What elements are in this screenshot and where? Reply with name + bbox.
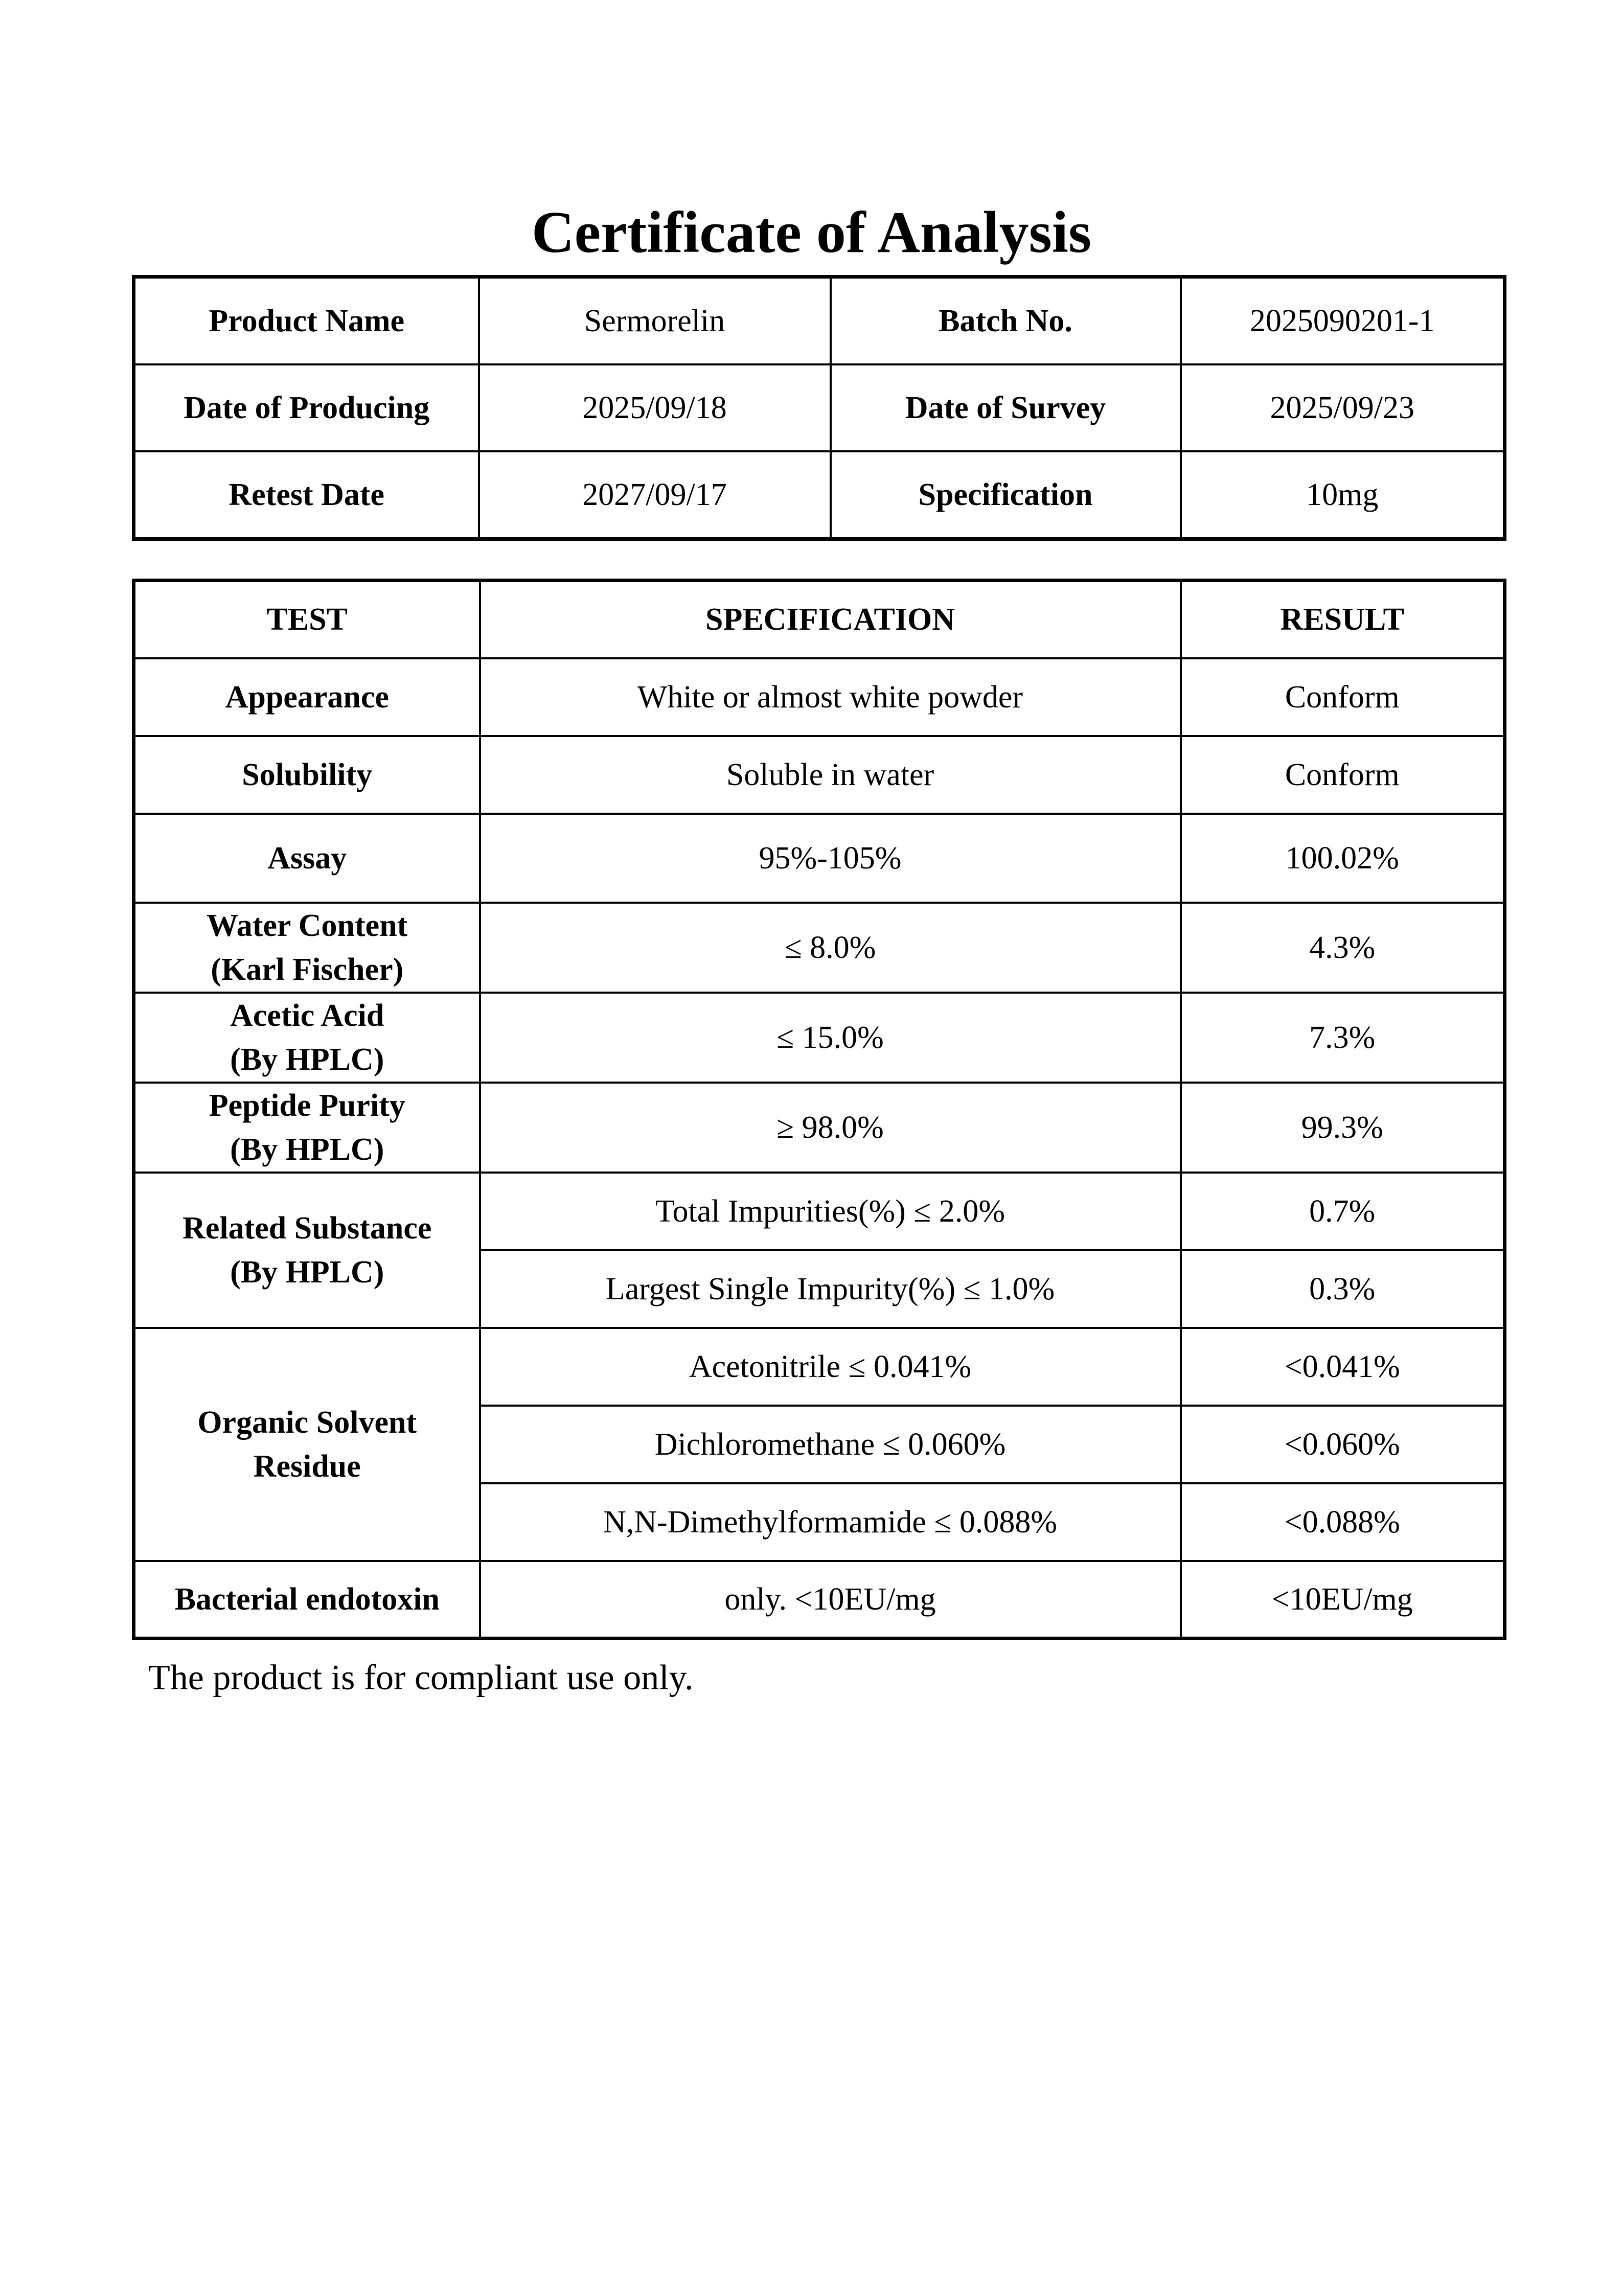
- result-assay: 100.02%: [1181, 814, 1505, 903]
- spec-acetic-acid: ≤ 15.0%: [480, 993, 1181, 1083]
- test-water-content: [134, 903, 480, 993]
- row-organic-solvent-1: [134, 1328, 1505, 1406]
- result-largest-single-impurity: 0.3%: [1181, 1250, 1505, 1328]
- test-organic-solvent-residue: [134, 1328, 480, 1561]
- result-acetonitrile: <0.041%: [1181, 1328, 1505, 1406]
- specification-label: Specification: [831, 451, 1181, 539]
- compliance-footnote: The product is for compliant use only.: [148, 1658, 694, 1697]
- retest-date-value: 2027/09/17: [479, 451, 831, 539]
- spec-acetonitrile: Acetonitrile ≤ 0.041%: [480, 1328, 1181, 1406]
- retest-date-label: Retest Date: [134, 451, 479, 539]
- spec-assay: 95%-105%: [480, 814, 1181, 903]
- test-organic-solvent-line1: Organic Solvent: [197, 1405, 417, 1440]
- header-test: TEST: [134, 581, 480, 658]
- test-peptide-purity-line1: Peptide Purity: [209, 1088, 405, 1123]
- header-result: RESULT: [1181, 581, 1505, 658]
- producing-date-label: Date of Producing: [134, 364, 479, 451]
- test-water-content-line2: (Karl Fischer): [211, 952, 404, 987]
- test-peptide-purity: [134, 1083, 480, 1173]
- result-solubility: Conform: [1181, 736, 1505, 814]
- result-bacterial-endotoxin: <10EU/mg: [1181, 1561, 1505, 1639]
- result-peptide-purity: 99.3%: [1181, 1083, 1505, 1173]
- result-total-impurities: 0.7%: [1181, 1173, 1505, 1250]
- survey-date-label: Date of Survey: [831, 364, 1181, 451]
- test-results-table: [132, 579, 1506, 1640]
- spec-solubility: Soluble in water: [480, 736, 1181, 814]
- spec-bacterial-endotoxin: only. <10EU/mg: [480, 1561, 1181, 1639]
- row-peptide-purity: [134, 1083, 1505, 1173]
- test-related-substance-line2: (By HPLC): [230, 1254, 384, 1290]
- row-solubility: [134, 736, 1505, 814]
- batch-value: 2025090201-1: [1181, 277, 1505, 365]
- header-specification: SPECIFICATION: [480, 581, 1181, 658]
- survey-date-value: 2025/09/23: [1181, 364, 1505, 451]
- result-acetic-acid: 7.3%: [1181, 993, 1505, 1083]
- info-row-dates: [134, 364, 1505, 451]
- specification-value: 10mg: [1181, 451, 1505, 539]
- spec-total-impurities: Total Impurities(%) ≤ 2.0%: [480, 1173, 1181, 1250]
- row-acetic-acid: [134, 993, 1505, 1083]
- test-appearance: Appearance: [134, 658, 480, 736]
- row-appearance: [134, 658, 1505, 736]
- spec-dimethylformamide: N,N-Dimethylformamide ≤ 0.088%: [480, 1483, 1181, 1561]
- results-header-row: [134, 581, 1505, 658]
- test-assay: Assay: [134, 814, 480, 903]
- test-related-substance: [134, 1173, 480, 1328]
- test-acetic-acid-line2: (By HPLC): [230, 1042, 384, 1077]
- spec-largest-single-impurity: Largest Single Impurity(%) ≤ 1.0%: [480, 1250, 1181, 1328]
- row-assay: [134, 814, 1505, 903]
- spec-peptide-purity: ≥ 98.0%: [480, 1083, 1181, 1173]
- result-dichloromethane: <0.060%: [1181, 1406, 1505, 1483]
- row-related-substance-1: [134, 1173, 1505, 1250]
- product-name-value: Sermorelin: [479, 277, 831, 365]
- test-acetic-acid: [134, 993, 480, 1083]
- test-bacterial-endotoxin: Bacterial endotoxin: [134, 1561, 480, 1639]
- test-water-content-line1: Water Content: [207, 908, 408, 943]
- test-organic-solvent-line2: Residue: [253, 1449, 361, 1484]
- result-dimethylformamide: <0.088%: [1181, 1483, 1505, 1561]
- row-water-content: [134, 903, 1505, 993]
- result-appearance: Conform: [1181, 658, 1505, 736]
- document-title: Certificate of Analysis: [531, 200, 1092, 265]
- info-row-product: [134, 277, 1505, 365]
- result-water-content: 4.3%: [1181, 903, 1505, 993]
- test-acetic-acid-line1: Acetic Acid: [230, 998, 384, 1033]
- spec-dichloromethane: Dichloromethane ≤ 0.060%: [480, 1406, 1181, 1483]
- info-row-retest: [134, 451, 1505, 539]
- product-name-label: Product Name: [134, 277, 479, 365]
- spec-water-content: ≤ 8.0%: [480, 903, 1181, 993]
- batch-label: Batch No.: [831, 277, 1181, 365]
- test-peptide-purity-line2: (By HPLC): [230, 1132, 384, 1167]
- product-info-table: [132, 275, 1506, 541]
- row-bacterial-endotoxin: [134, 1561, 1505, 1639]
- test-related-substance-line1: Related Substance: [182, 1210, 432, 1246]
- spec-appearance: White or almost white powder: [480, 658, 1181, 736]
- test-solubility: Solubility: [134, 736, 480, 814]
- producing-date-value: 2025/09/18: [479, 364, 831, 451]
